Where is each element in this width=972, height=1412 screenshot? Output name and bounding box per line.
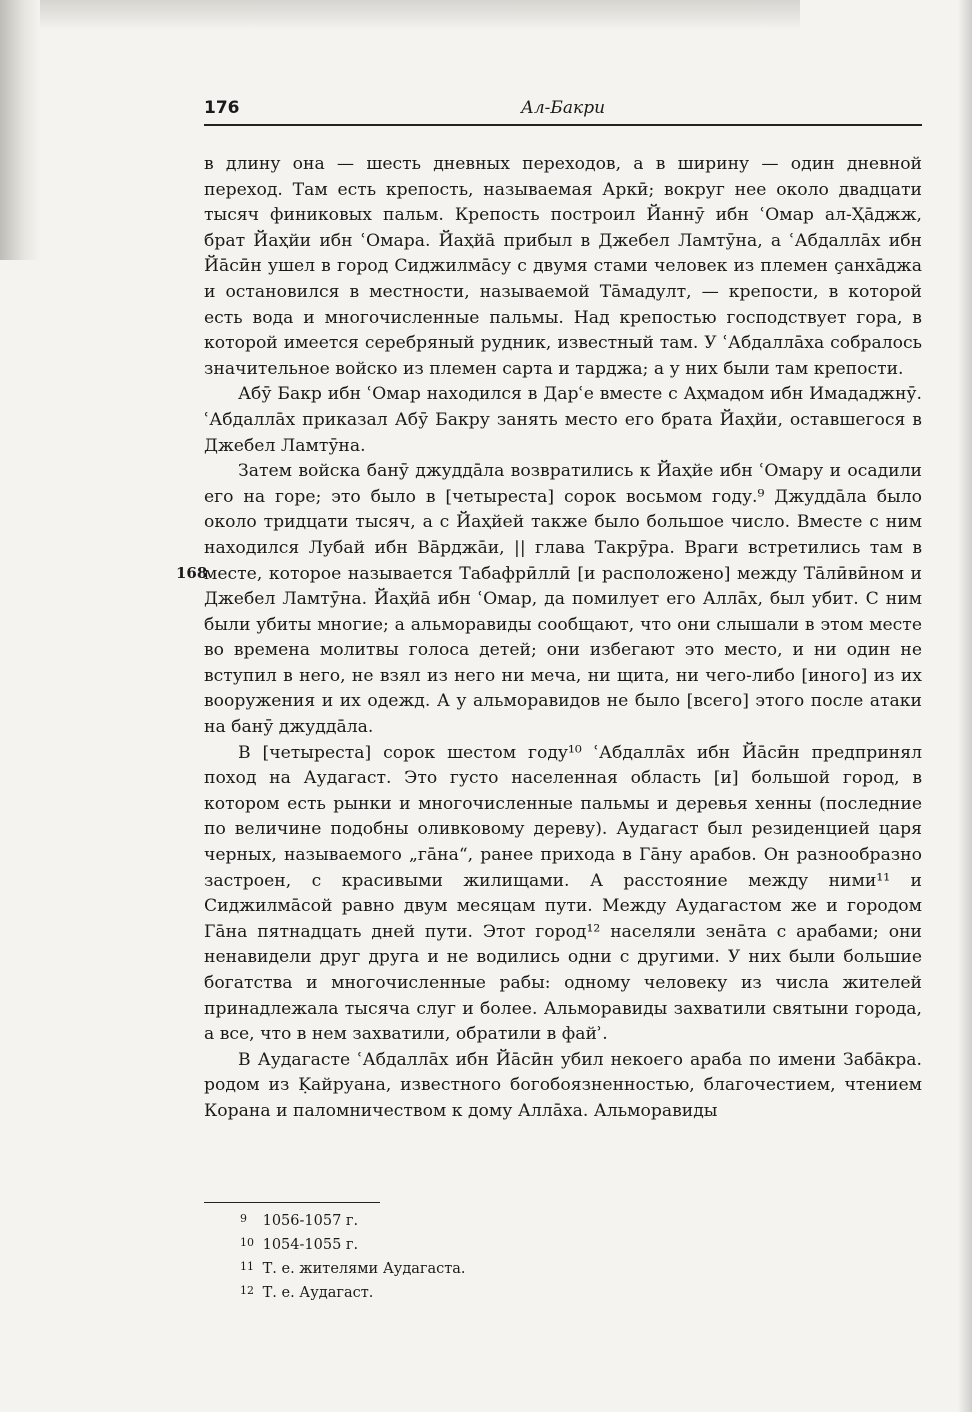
paragraph-3: Затем войска банӯ джуддāла возвратились к Йаҳйе ибн ʿОмару и осадили его на горе; это было в [четыреста] сорок восьмом году.⁹ Джуддāла было около тридцати тысяч, а с Йаҳйей также было большое число. Вместе с ним находился Лубай ибн Вāрджāи, || глава Такрӯра. Враги встретились там в месте, которое называется Табафрӣллӣ [и расположено] между Тāлӣвӣном и Джебел Ламтӯна. Йаҳйā ибн ʿОмар, да помилует его Аллāх, был убит. С ним были убиты многие; а альморавиды сообщают, что они слышали в этом месте во времена молитвы голоса детей; они избегают это место, и ни один не вступил в него, не взял из него ни меча, ни щита, ни чего-либо [иного] из их вооружения и их одежд. А у альморавидов не было [всего] этого после атаки на банӯ джуддāла. bbox=[204, 461, 922, 738]
footnote-divider bbox=[204, 1202, 380, 1203]
footnote-text: Т. е. жителями Аудагаста. bbox=[262, 1261, 466, 1277]
page-scan-shadow-left bbox=[0, 0, 40, 260]
footnote-number: 10 bbox=[240, 1236, 254, 1249]
footnote-text: 1056-1057 г. bbox=[262, 1213, 359, 1229]
page-number: 176 bbox=[204, 98, 240, 118]
footnote-number: 11 bbox=[240, 1260, 254, 1273]
footnote-11 bbox=[240, 1256, 740, 1280]
footnote-number: 12 bbox=[240, 1284, 254, 1297]
paragraph-1: в длину она — шесть дневных переходов, а в ширину — один дневной переход. Там есть крепость, называемая Аркӣ; вокруг нее около двадцати тысяч финиковых пальм. Крепость построил Йаннӯ ибн ʿОмар ал-Ҳāджж, брат Йаҳйи ибн ʿОмара. Йаҳйā прибыл в Джебел Ламтӯна, а ʿАбдаллāх ибн Йāсӣн ушел в город Сиджилмāсу с двумя стами человек из племен ҫанхāджа и остановился в местности, называемой Тāмадулт, — крепости, в которой есть вода и многочисленные пальмы. Над крепостью господствует гора, в которой имеется серебряный рудник, известный там. У ʿАбдаллāха собралось значительное войско из племен сарта и тарджа; а у них были там крепости. bbox=[204, 154, 922, 379]
footnote-12 bbox=[240, 1280, 740, 1304]
footnote-number: 9 bbox=[240, 1212, 247, 1225]
body-text bbox=[204, 152, 922, 1125]
footnotes bbox=[240, 1208, 740, 1304]
page-scan-shadow-right bbox=[958, 0, 972, 1412]
paragraph-5: В Аудагасте ʿАбдаллāх ибн Йāсӣн убил некоего араба по имени Забāкра. родом из Ḳайруана, известного богобоязненностью, благочестием, чтением Корана и паломничеством к дому Аллāха. Альморавиды bbox=[204, 1049, 922, 1121]
page-scan-shadow-top bbox=[40, 0, 800, 30]
footnote-9 bbox=[240, 1208, 740, 1232]
page-header bbox=[204, 96, 922, 126]
footnote-10 bbox=[240, 1232, 740, 1256]
paragraph-2: Абӯ Бакр ибн ʿОмар находился в Дарʿе вместе с Аҳмадом ибн Имададжнӯ. ʿАбдаллāх приказал Абӯ Бакру занять место его брата Йаҳйи, оставшегося в Джебел Ламтӯна. bbox=[204, 384, 922, 456]
running-title: Ал-Бакри bbox=[520, 98, 606, 118]
footnote-text: 1054-1055 г. bbox=[262, 1237, 359, 1253]
footnote-text: Т. е. Аудагаст. bbox=[262, 1285, 374, 1301]
paragraph-4: В [четыреста] сорок шестом году¹⁰ ʿАбдаллāх ибн Йāсӣн предпринял поход на Аудагаст. Это густо населенная область [и] большой город, в котором есть рынки и многочисленные пальмы и деревья хенны (последние по величине подобны оливковому дереву). Аудагаст был резиденцией царя черных, называемого „гāна“, ранее прихода в Гāну арабов. Он разнообразно застроен, с красивыми жилищами. А расстояние между ними¹¹ и Сиджилмāсой равно двум месяцам пути. Между Аудагастом же и городом Гāна пятнадцать дней пути. Этот город¹² населяли зенāта с арабами; они ненавидели друг друга и не водились одни с другими. У них были большие богатства и многочисленные рабы: одному человеку из числа жителей принадлежала тысяча слуг и более. Альморавиды захватили святыни города, а все, что в нем захватили, обратили в файʾ. bbox=[204, 742, 922, 1045]
margin-page-marker: 168 bbox=[176, 564, 208, 582]
